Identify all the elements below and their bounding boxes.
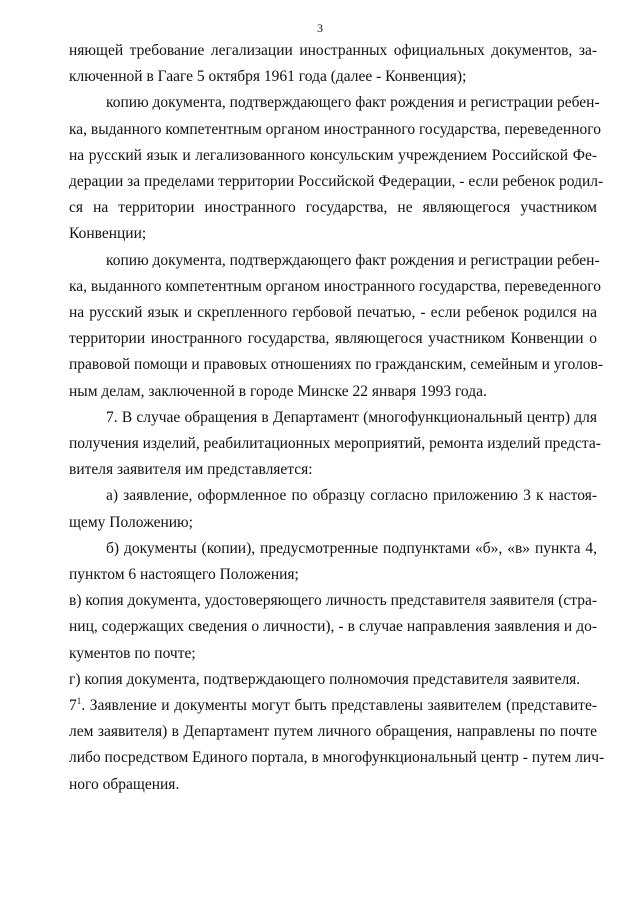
paragraph-line: территории иностранного государства, являющегося участником Конвенции о xyxy=(69,330,597,348)
section-number: 7 xyxy=(69,697,77,715)
paragraph-line: копию документа, подтверждающего факт рождения и регистрации ребен- xyxy=(106,94,600,112)
paragraph-line: ка, выданного компетентным органом иностранного государства, переведенного xyxy=(69,120,601,138)
paragraph-line: пунктом 6 настоящего Положения; xyxy=(69,566,299,584)
paragraph-line: либо посредством Единого портала, в многофункциональный центр - путем лич- xyxy=(69,749,605,767)
paragraph-line: а) заявление, оформленное по образцу согласно приложению 3 к настоя- xyxy=(106,487,597,505)
section-first-line: . Заявление и документы могут быть представлены заявителем (представите- xyxy=(81,697,597,715)
paragraph-line: ключенной в Гааге 5 октября 1961 года (далее - Конвенция); xyxy=(69,68,467,86)
paragraph-line: получения изделий, реабилитационных мероприятий, ремонта изделий предста- xyxy=(69,435,601,453)
paragraph-line: г) копия документа, подтверждающего полномочия представителя заявителя. xyxy=(69,670,581,688)
paragraph-line: в) копия документа, удостоверяющего личность представителя заявителя (стра- xyxy=(69,592,597,610)
paragraph-line: вителя заявителя им представляется: xyxy=(69,461,313,479)
paragraph-p4 xyxy=(69,405,601,484)
paragraph-line: на русский язык и легализованного консульским учреждением Российской Фе- xyxy=(69,146,597,164)
document-body xyxy=(69,38,605,798)
paragraph-p6 xyxy=(69,536,597,588)
paragraph-line: щему Положению; xyxy=(69,513,193,531)
paragraph-p8 xyxy=(69,667,597,693)
paragraph-line: б) документы (копии), предусмотренные подпунктами «б», «в» пункта 4, xyxy=(106,539,597,557)
paragraph-line: Конвенции; xyxy=(69,225,147,243)
paragraph-line: ка, выданного компетентным органом иностранного государства, переведенного xyxy=(69,277,601,295)
section-superscript: 1 xyxy=(76,696,82,707)
paragraph-line: няющей требование легализации иностранных официальных документов, за- xyxy=(69,42,597,59)
paragraph-section-7-1 xyxy=(69,693,605,798)
paragraph-p1 xyxy=(69,38,597,90)
paragraph-p3 xyxy=(69,248,604,405)
paragraph-line: ным делам, заключенной в городе Минске 22 января 1993 года. xyxy=(69,382,487,400)
paragraph-line: 7. В случае обращения в Департамент (многофункциональный центр) для xyxy=(106,408,597,426)
paragraph-line: дерации за пределами территории Российской Федерации, - если ребенок родил- xyxy=(69,173,604,191)
paragraph-line: ниц, содержащих сведения о личности), - в случае направления заявления и до- xyxy=(69,618,597,636)
paragraph-line: копию документа, подтверждающего факт рождения и регистрации ребен- xyxy=(106,251,600,269)
paragraph-p2 xyxy=(69,90,604,247)
paragraph-line: кументов по почте; xyxy=(69,644,196,662)
paragraph-line: ного обращения. xyxy=(69,775,180,793)
paragraph-line xyxy=(69,693,597,719)
paragraph-p7 xyxy=(69,588,597,667)
paragraph-line: лем заявителя) в Департамент путем личного обращения, направлены по почте xyxy=(69,723,597,741)
paragraph-line: ся на территории иностранного государства, не являющегося участником xyxy=(69,199,597,217)
paragraph-line: на русский язык и скрепленного гербовой печатью, - если ребенок родился на xyxy=(69,304,597,322)
paragraph-line: правовой помощи и правовых отношениях по гражданским, семейным и уголов- xyxy=(69,356,604,374)
page-number: 3 xyxy=(317,21,323,35)
paragraphs xyxy=(69,38,604,693)
paragraph-p5 xyxy=(69,483,597,535)
